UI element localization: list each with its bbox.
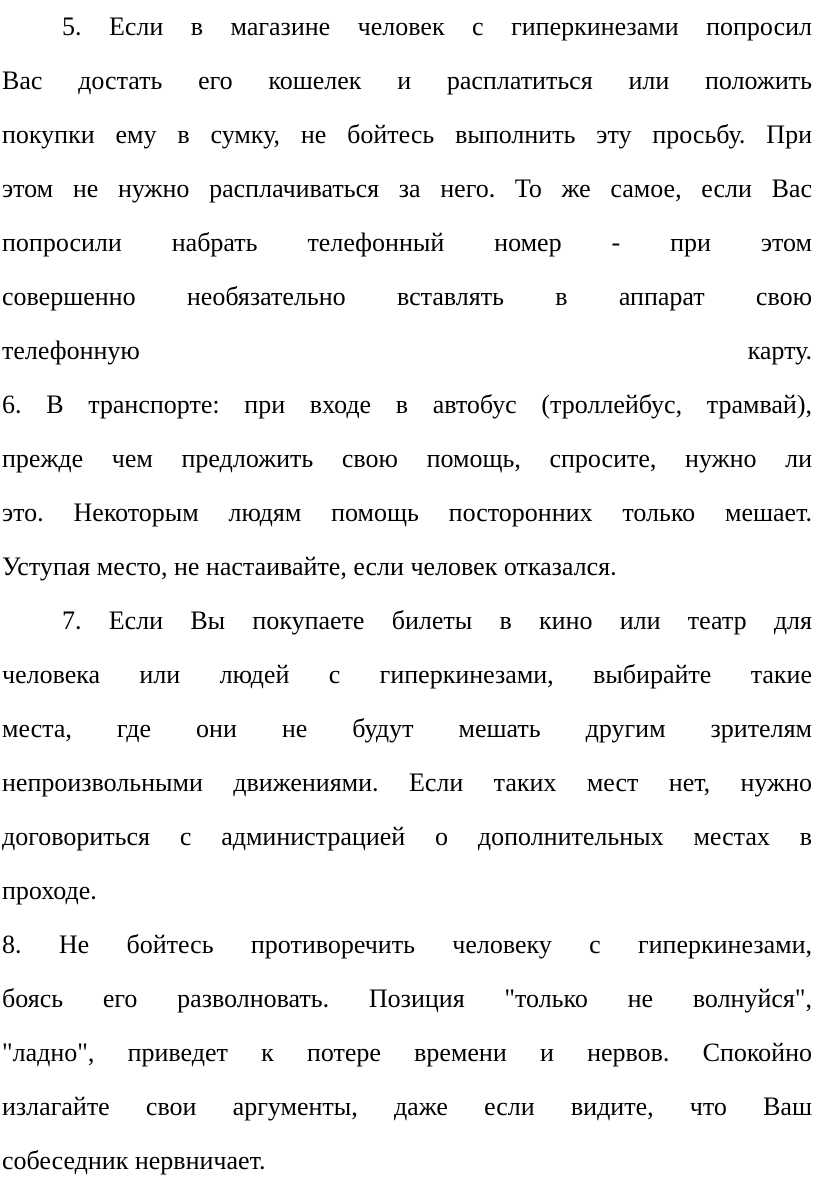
- paragraph-5-line-1: 5. Если в магазине человек с гиперкинезами попросил: [62, 12, 812, 41]
- paragraph-5-line-6: совершенно необязательно вставлять в аппарат свою: [2, 282, 812, 311]
- paragraph-6-line-4: Уступая место, не настаивайте, если человек отказался.: [2, 552, 617, 581]
- paragraph-8-line-3: "ладно", приведет к потере времени и нервов. Спокойно: [2, 1038, 812, 1067]
- paragraph-5-line-7: телефонную карту.: [2, 336, 812, 365]
- paragraph-5-line-2: Вас достать его кошелек и расплатиться или положить: [2, 66, 812, 95]
- paragraph-5-line-3: покупки ему в сумку, не бойтесь выполнить эту просьбу. При: [2, 120, 812, 149]
- paragraph-5-line-4: этом не нужно расплачиваться за него. То же самое, если Вас: [2, 174, 812, 203]
- paragraph-7-line-6: проходе.: [2, 876, 97, 905]
- paragraph-8-line-4: излагайте свои аргументы, даже если видите, что Ваш: [2, 1092, 812, 1121]
- paragraph-6-line-3: это. Некоторым людям помощь посторонних только мешает.: [2, 498, 812, 527]
- paragraph-8-line-1: 8. Не бойтесь противоречить человеку с гиперкинезами,: [2, 930, 812, 959]
- paragraph-7-line-3: места, где они не будут мешать другим зрителям: [2, 714, 812, 743]
- paragraph-5-line-5: попросили набрать телефонный номер - при этом: [2, 228, 812, 257]
- paragraph-8-line-5: собеседник нервничает.: [2, 1146, 266, 1175]
- paragraph-7-line-1: 7. Если Вы покупаете билеты в кино или театр для: [62, 606, 812, 635]
- paragraph-7-line-2: человека или людей с гиперкинезами, выбирайте такие: [2, 660, 812, 689]
- paragraph-6-line-1: 6. В транспорте: при входе в автобус (троллейбус, трамвай),: [2, 390, 812, 419]
- paragraph-8-line-2: боясь его разволновать. Позиция "только не волнуйся",: [2, 984, 812, 1013]
- paragraph-6-line-2: прежде чем предложить свою помощь, спросите, нужно ли: [2, 444, 812, 473]
- paragraph-7-line-4: непроизвольными движениями. Если таких мест нет, нужно: [2, 768, 812, 797]
- paragraph-7-line-5: договориться с администрацией о дополнительных местах в: [2, 822, 812, 851]
